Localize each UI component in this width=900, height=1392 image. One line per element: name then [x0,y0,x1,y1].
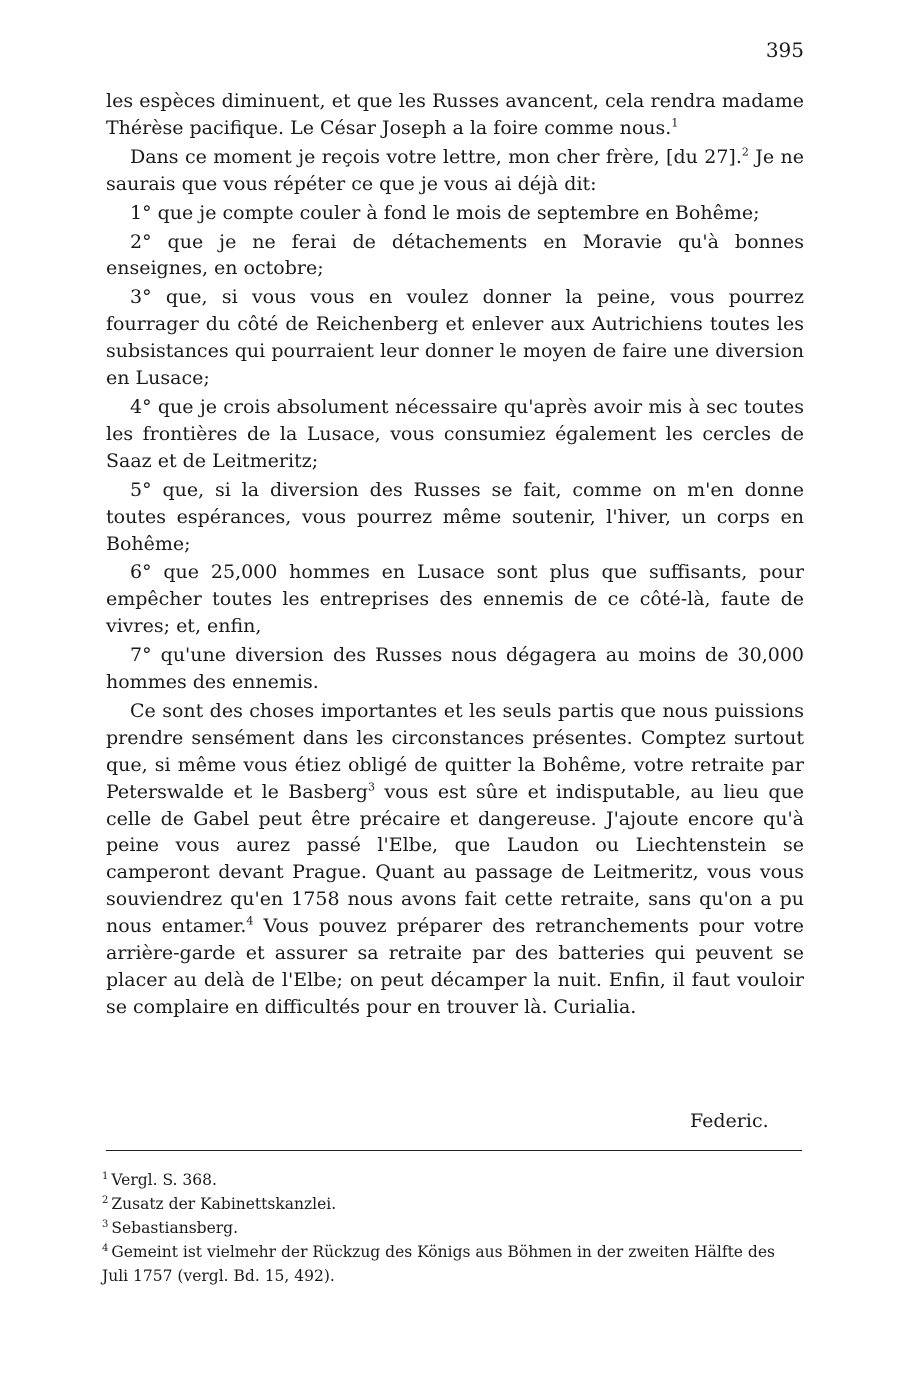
footnote-ref: 1 [671,116,679,130]
footnotes [102,1168,802,1288]
letter-body [106,88,804,1023]
list-paragraph: 7° qu'une diversion des Russes nous dégagera au moins de 30,000 hommes des ennemis. [106,644,804,694]
paragraph: les espèces diminuent, et que les Russes avancent, cela rendra madame Thérèse pacifique. Le César Joseph a la foire comme nous.$^1$ [106,90,804,139]
page-number: 395 [765,38,804,62]
footnote: $^2$ Zusatz der Kabinettskanzlei. [102,1194,337,1213]
footnote: $^4$ Gemeint ist vielmehr der Rückzug des Königs aus Böhmen in der zweiten Hälfte des Juli 1757 (vergl. Bd. 15, 492). [102,1242,775,1285]
list-paragraph: 4° que je crois absolument nécessaire qu'après avoir mis à sec toutes les frontières de la Lusace, vous consumiez également les cercles de Saaz et de Leitmeritz; [106,395,804,472]
list-paragraph: 3° que, si vous vous en voulez donner la peine, vous pourrez fourrager du côté de Reichenberg et enlever aux Autrichiens toutes les subsistances qui pourraient leur donner le moyen de faire une diversion en Lusace; [106,286,804,390]
paragraph: Ce sont des choses importantes et les seuls partis que nous puissions prendre sensément dans les circonstances présentes. Comptez surtout que, si même vous étiez obligé de quitter la Bohême, votre retraite par Peterswalde et le Basberg$^3$ vous est sûre et indisputable, au lieu que celle de Gabel peut être précaire et dangereuse. J'ajoute encore qu'à peine vous aurez passé l'Elbe, que Laudon ou Liechtenstein se camperont devant Prague. Quant au passage de Leitmeritz, vous vous souviendrez qu'en 1758 nous avons fait cette retraite, sans qu'on a pu nous entamer.$^4$ Vous pouvez préparer des retranchements pour votre arrière-garde et assurer sa retraite par des batteries qui peuvent se placer au delà de l'Elbe; on peut décamper la nuit. Enfin, il faut vouloir se complaire en difficultés pour en trouver là. Curialia. [106,699,804,1018]
list-paragraph: 6° que 25,000 hommes en Lusace sont plus que suffisants, pour empêcher toutes les entreprises des ennemis de ce côté-là, faute de vivres; et, enfin, [106,561,804,638]
footnote-ref: 2 [741,145,749,159]
list-paragraph: 2° que je ne ferai de détachements en Moravie qu'à bonnes enseignes, en octobre; [106,230,804,280]
footnote-divider [106,1150,802,1151]
list-paragraph: 5° que, si la diversion des Russes se fait, comme on m'en donne toutes espérances, vous pourrez même soutenir, l'hiver, un corps en Bohême; [106,478,804,555]
footnote: $^1$ Vergl. S. 368. [102,1170,217,1189]
footnote-ref: 4 [246,914,254,928]
footnote-ref: 3 [367,780,375,794]
signature: Federic. [690,1110,769,1132]
footnote: $^3$ Sebastiansberg. [102,1218,239,1237]
list-paragraph: 1° que je compte couler à fond le mois de septembre en Bohême; [130,201,760,224]
paragraph: Dans ce moment je reçois votre lettre, mon cher frère, [du 27].$^2$ Je ne saurais que vous répéter ce que je vous ai déjà dit: [106,145,805,195]
